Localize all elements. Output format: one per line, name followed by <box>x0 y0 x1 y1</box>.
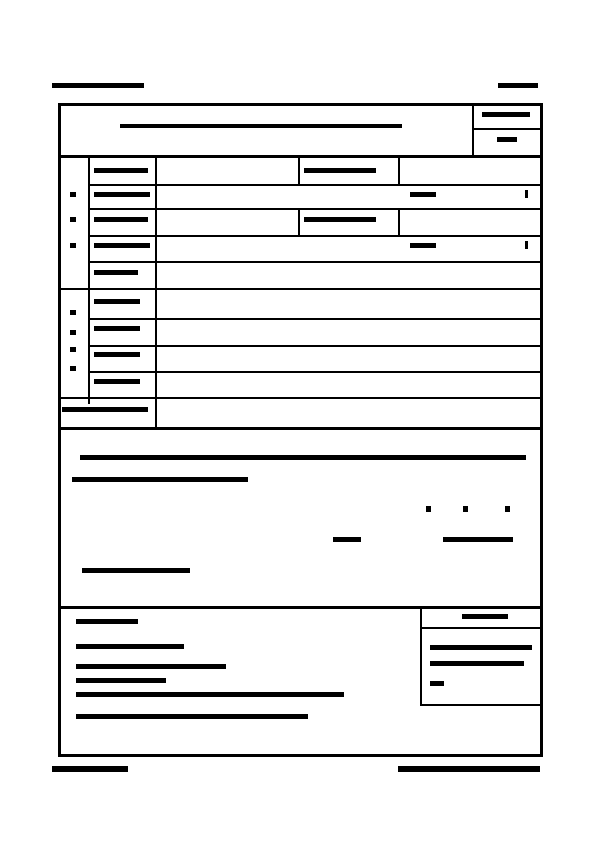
row-rule-b1 <box>88 318 543 320</box>
field-label-b2-mark <box>94 326 140 331</box>
fee-box-left <box>420 606 422 706</box>
section-b-side-char-4 <box>70 366 76 371</box>
approval-mark-top <box>482 112 530 117</box>
row3-mid-divider-2 <box>398 208 400 235</box>
attachment-item-5-mark <box>76 714 308 719</box>
applicant-mark <box>333 537 361 542</box>
title-bottom-rule <box>58 155 543 158</box>
row-rule-4 <box>88 261 543 263</box>
section-b-bottom-rule <box>58 397 543 399</box>
approval-divider <box>472 128 543 130</box>
attachment-item-4-mark <box>76 692 344 697</box>
row1-mid-divider-2 <box>398 158 400 184</box>
section-b-side-char-3 <box>70 347 76 352</box>
field-label-a1-mark <box>94 168 148 173</box>
section-a-side-char-2 <box>70 217 76 222</box>
field-label-a3-mark <box>94 217 148 222</box>
extra-row-bottom-rule <box>58 427 543 430</box>
statement-line-1-mark <box>80 455 526 460</box>
section-a-side-char-3 <box>70 243 76 248</box>
row-rule-2 <box>88 208 543 210</box>
field-a2-inline-mark <box>410 192 436 197</box>
header-right-mark <box>498 83 538 88</box>
field-a4-inline-mark <box>410 243 436 248</box>
statement-bottom-rule <box>58 606 543 609</box>
field-label-a4-mark <box>94 243 150 248</box>
field-label-a2-mark <box>94 192 150 197</box>
row-rule-b3 <box>88 371 543 373</box>
row-rule-1 <box>88 184 543 186</box>
fee-box-head-rule <box>420 627 543 629</box>
attachment-item-1-mark <box>76 644 184 649</box>
field-label-a5-mark <box>94 270 138 275</box>
fee-text-mark-1 <box>430 645 532 650</box>
fee-heading-mark <box>462 614 508 619</box>
form-frame <box>58 103 543 757</box>
fee-text-mark-3 <box>430 681 444 686</box>
field-label-a1b-mark <box>304 168 376 173</box>
field-label-b3-mark <box>94 352 140 357</box>
form-title-mark <box>120 124 402 128</box>
fee-box-bottom-rule <box>420 704 543 706</box>
section-a-bottom-rule <box>58 288 543 290</box>
recipient-mark <box>82 568 190 573</box>
footer-left-mark <box>52 766 128 772</box>
attachments-heading-mark <box>76 619 138 624</box>
field-a4-end-mark <box>525 241 528 249</box>
footer-right-mark <box>398 766 540 772</box>
section-b-side-char-2 <box>70 330 76 335</box>
section-a-side-divider <box>88 158 90 404</box>
field-a2-end-mark <box>525 190 528 198</box>
statement-line-2-mark <box>72 477 248 482</box>
signature-mark <box>443 537 513 542</box>
row3-mid-divider <box>298 208 300 235</box>
field-label-a3b-mark <box>304 217 376 222</box>
header-left-mark <box>52 83 144 88</box>
attachment-item-3-mark <box>76 678 166 683</box>
field-label-b4-mark <box>94 379 140 384</box>
row-rule-b2 <box>88 345 543 347</box>
date-mark-2 <box>463 506 468 512</box>
approval-mark-bottom <box>497 137 517 142</box>
section-a-side-char-1 <box>70 192 76 197</box>
field-label-b1-mark <box>94 299 140 304</box>
row-rule-3 <box>88 235 543 237</box>
section-b-side-char-1 <box>70 310 76 315</box>
row1-mid-divider <box>298 158 300 184</box>
fee-text-mark-2 <box>430 661 524 666</box>
date-mark-3 <box>505 506 510 512</box>
extra-row-label-mark <box>62 407 148 412</box>
label-column-divider <box>155 158 157 428</box>
attachment-item-2-mark <box>76 664 226 669</box>
date-mark-1 <box>426 506 431 512</box>
